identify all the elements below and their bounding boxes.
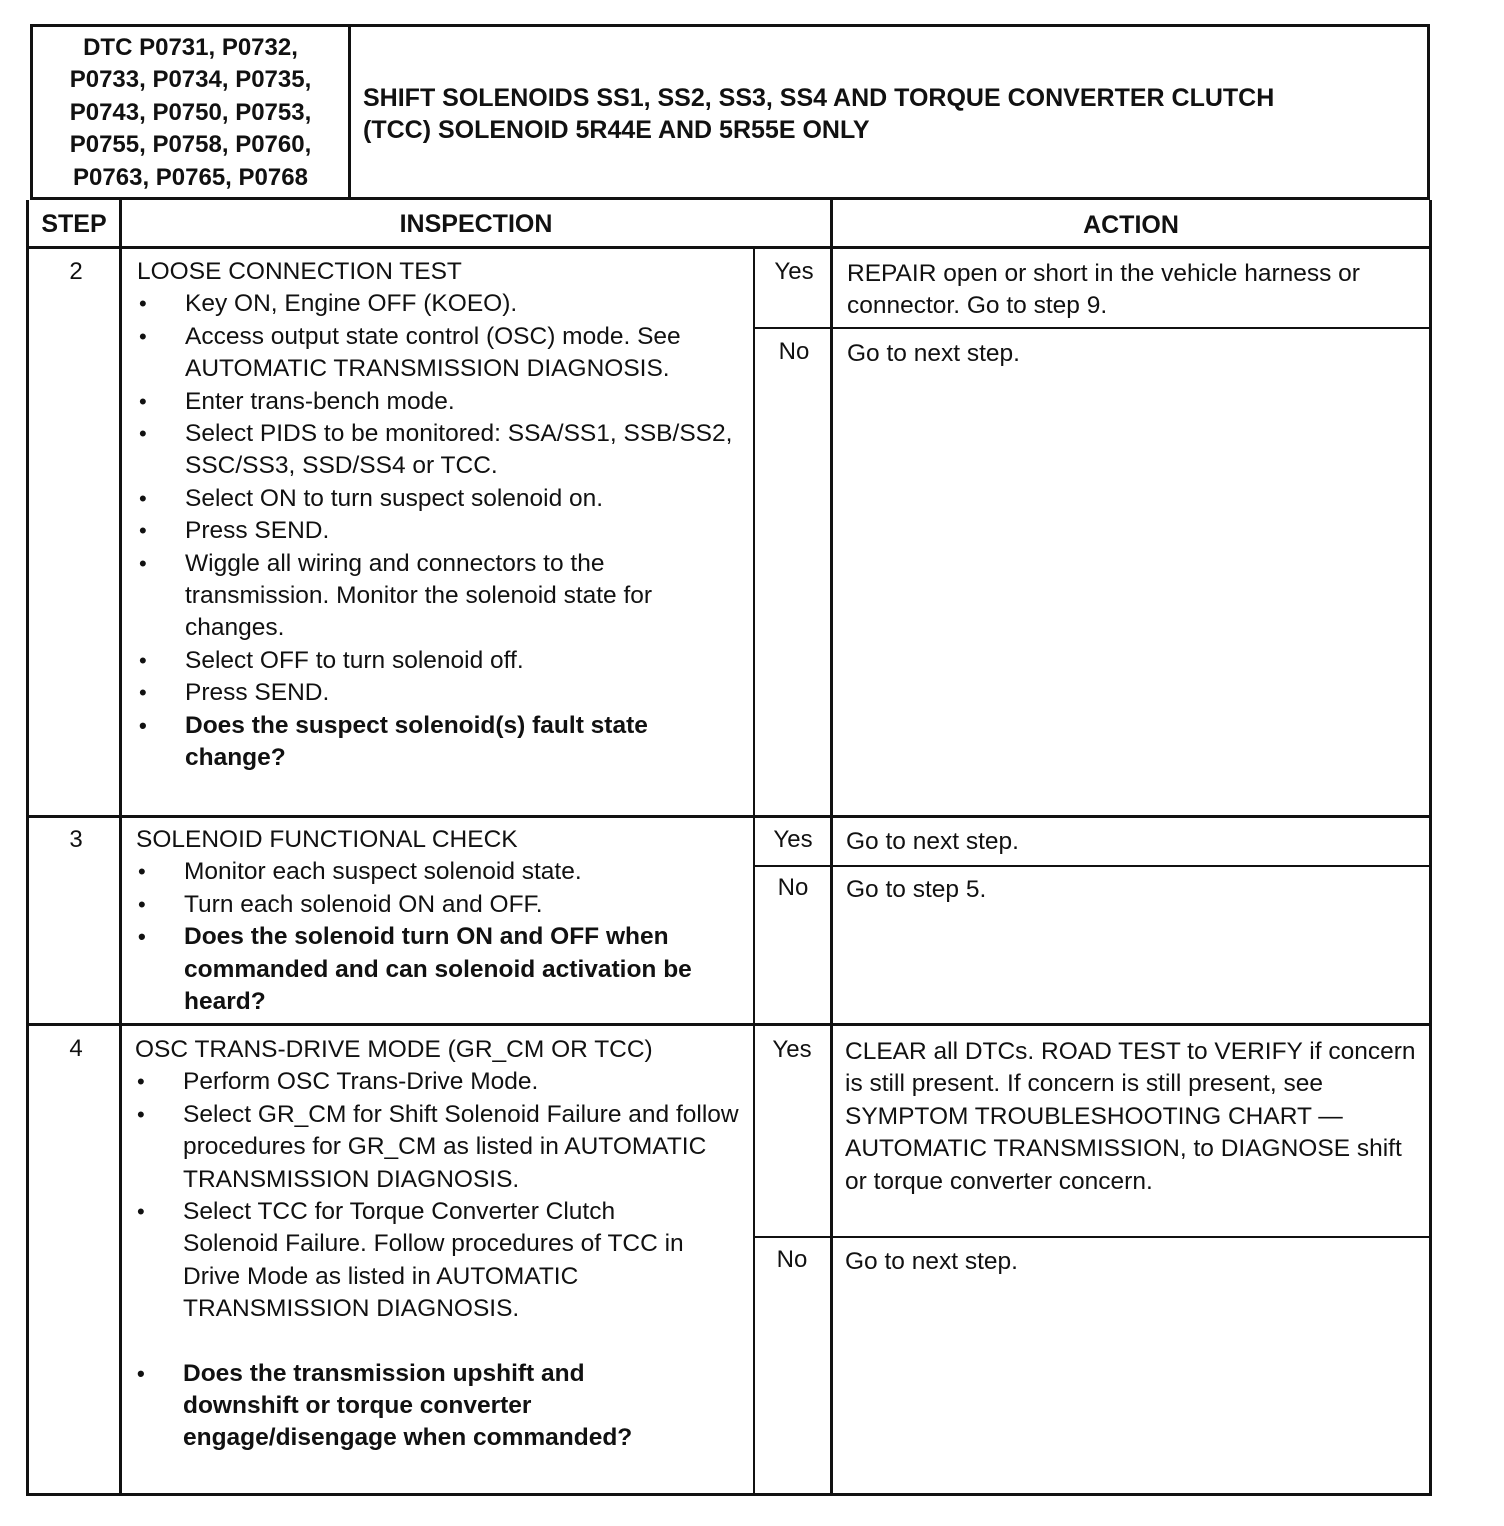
yes-action: REPAIR open or short in the vehicle harness or connector. Go to step 9.: [847, 260, 1360, 320]
instruction-list: [137, 288, 747, 774]
inspection-cell: [137, 256, 747, 775]
test-title: SOLENOID FUNCTIONAL CHECK: [136, 826, 518, 853]
yes-label: Yes: [774, 258, 814, 285]
yes-no-column-rule: [753, 246, 755, 1496]
test-title: OSC TRANS-DRIVE MODE (GR_CM OR TCC): [135, 1036, 653, 1063]
diagnostic-table: [26, 200, 1432, 1496]
instruction-item: • Wiggle all wiring and connectors to the transmission. Monitor the solenoid state for changes.: [137, 548, 747, 645]
column-header-step: STEP: [41, 210, 107, 238]
instruction-item: • Select PIDS to be monitored: SSA/SS1, SSB/SS2, SSC/SS3, SSD/SS4 or TCC.: [137, 418, 747, 483]
inspection-cell: [135, 1034, 747, 1455]
instruction-item: • Access output state control (OSC) mode. See AUTOMATIC TRANSMISSION DIAGNOSIS.: [137, 321, 747, 386]
dtc-line: P0733, P0734, P0735,: [69, 66, 312, 94]
dtc-line: P0755, P0758, P0760,: [69, 131, 312, 159]
instruction-item: • Select OFF to turn solenoid off.: [137, 645, 747, 677]
inspection-cell: [136, 824, 751, 1018]
procedure-title: [363, 82, 1413, 146]
yes-no-divider: [753, 865, 1429, 867]
test-title: LOOSE CONNECTION TEST: [137, 258, 462, 285]
no-label: No: [778, 338, 810, 365]
instruction-item: • Press SEND.: [137, 515, 747, 547]
instruction-item: • Select GR_CM for Shift Solenoid Failure and follow procedures for GR_CM as listed in AUTOMATIC TRANSMISSION DIAGNOSIS.: [135, 1099, 747, 1196]
yes-no-divider: [753, 1236, 1429, 1238]
instruction-list: [136, 856, 751, 1018]
no-action: Go to step 5.: [846, 876, 987, 903]
row-divider: [29, 815, 1429, 818]
column-header-action: ACTION: [1083, 211, 1179, 239]
yes-action: Go to next step.: [846, 828, 1019, 855]
instruction-item: • Monitor each suspect solenoid state.: [136, 856, 751, 888]
no-label: No: [776, 1246, 808, 1273]
instruction-item: • Select ON to turn suspect solenoid on.: [137, 483, 747, 515]
no-label: No: [777, 874, 809, 901]
title-line: (TCC) SOLENOID 5R44E AND 5R55E ONLY: [363, 116, 870, 144]
decision-question: • Does the transmission upshift and downshift or torque converter engage/disengage when commanded?: [135, 1358, 747, 1455]
instruction-item: • Press SEND.: [137, 677, 747, 709]
dtc-line: P0743, P0750, P0753,: [69, 98, 312, 126]
yes-no-divider: [753, 327, 1429, 329]
step-number: 3: [69, 826, 83, 853]
yes-action: CLEAR all DTCs. ROAD TEST to VERIFY if concern is still present. If concern is still present, see SYMPTOM TROUBLESHOOTING CHART — AUTOMATIC TRANSMISSION, to DIAGNOSE shift or torque converter concern.: [845, 1038, 1416, 1195]
dtc-header: [30, 24, 1430, 200]
step-number: 4: [69, 1035, 83, 1062]
instruction-item: • Select TCC for Torque Converter Clutch Solenoid Failure. Follow procedures of TCC in Drive Mode as listed in AUTOMATIC TRANSMISSION DIAGNOSIS.: [135, 1196, 747, 1326]
instruction-list: [135, 1066, 747, 1454]
dtc-line: DTC P0731, P0732,: [83, 33, 298, 61]
step-number: 2: [69, 258, 83, 285]
decision-question: • Does the solenoid turn ON and OFF when commanded and can solenoid activation be heard?: [136, 921, 751, 1018]
title-line: SHIFT SOLENOIDS SS1, SS2, SS3, SS4 AND TORQUE CONVERTER CLUTCH: [363, 84, 1275, 112]
no-action: Go to next step.: [845, 1248, 1018, 1275]
dtc-code-list: [33, 27, 351, 197]
yes-label: Yes: [772, 1036, 812, 1063]
column-header-inspection: INSPECTION: [399, 210, 553, 238]
instruction-item: • Perform OSC Trans-Drive Mode.: [135, 1066, 747, 1098]
decision-question: • Does the suspect solenoid(s) fault state change?: [137, 710, 747, 775]
no-action: Go to next step.: [847, 340, 1020, 367]
instruction-item: • Turn each solenoid ON and OFF.: [136, 889, 751, 921]
instruction-item: • Enter trans-bench mode.: [137, 386, 747, 418]
dtc-line: P0763, P0765, P0768: [73, 163, 308, 191]
yes-label: Yes: [773, 826, 813, 853]
header-row-rule: [29, 246, 1429, 249]
instruction-item: • Key ON, Engine OFF (KOEO).: [137, 288, 747, 320]
row-divider: [29, 1023, 1429, 1026]
